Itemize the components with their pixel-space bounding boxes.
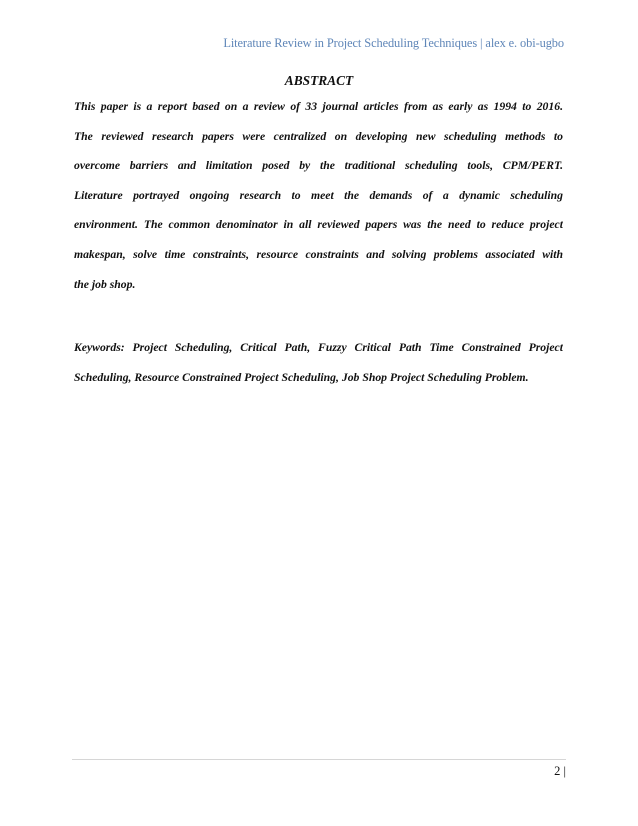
running-header: Literature Review in Project Scheduling Techniques | alex e. obi-ugbo [223,36,564,50]
abstract-line: This paper is a report based on a review of 33 journal articles from as early as 1994 to 2016. [74,100,563,113]
abstract-line: the job shop. [74,277,136,291]
keywords-paragraph [74,338,563,397]
keywords-line: Keywords: Project Scheduling, Critical Path, Fuzzy Critical Path Time Constrained Project [74,341,563,354]
abstract-line: overcome barriers and limitation posed by the traditional scheduling tools, CPM/PERT. [74,159,563,173]
abstract-line: Literature portrayed ongoing research to meet the demands of a dynamic scheduling [74,188,563,202]
page-number: 2 | [554,764,566,778]
abstract-heading: ABSTRACT [284,73,354,88]
footer-divider [72,759,566,760]
keywords-line: Scheduling, Resource Constrained Project Scheduling, Job Shop Project Scheduling Problem. [74,370,529,384]
abstract-line: makespan, solve time constraints, resource constraints and solving problems associated with [74,247,563,261]
abstract-line: The reviewed research papers were centralized on developing new scheduling methods to [74,129,563,143]
abstract-paragraph [74,97,563,304]
abstract-line: environment. The common denominator in all reviewed papers was the need to reduce project [74,218,563,232]
